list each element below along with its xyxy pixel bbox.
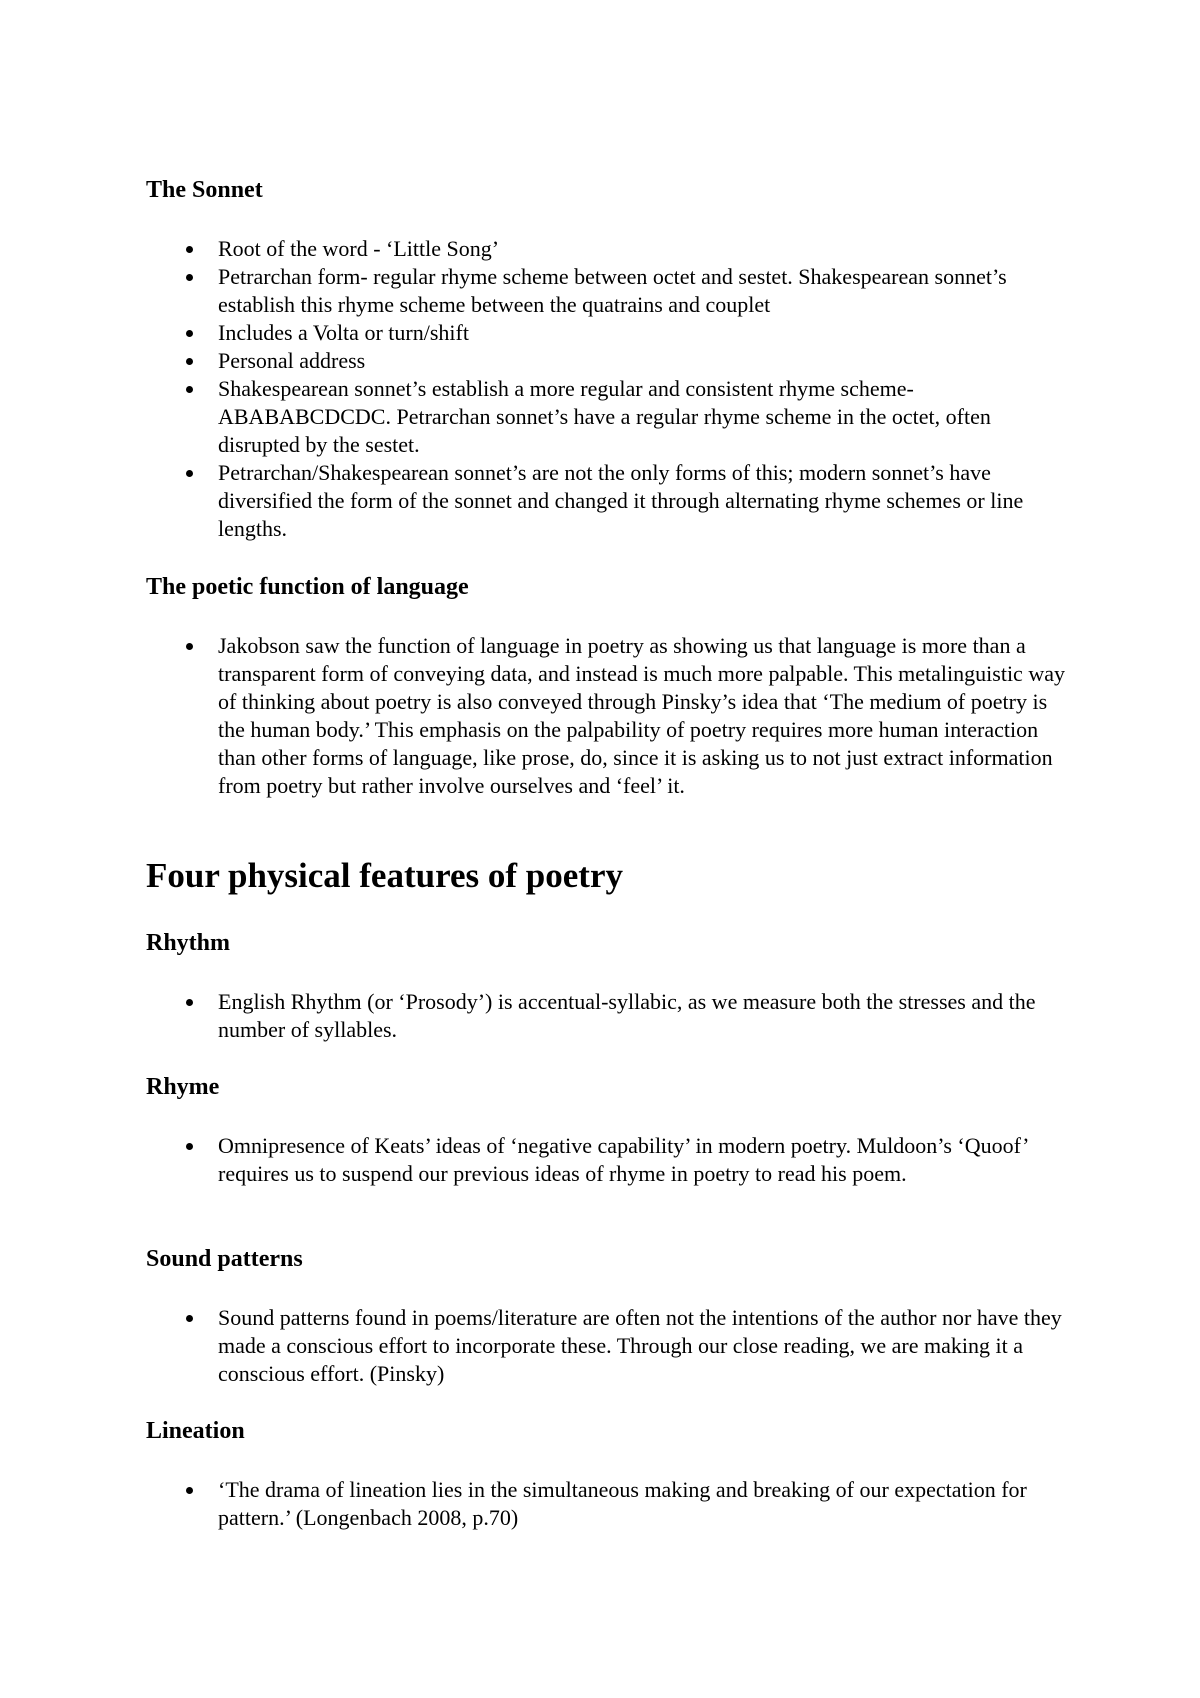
bullet-list-rhythm <box>146 988 1066 1044</box>
bullet-list-lineation <box>146 1476 1066 1532</box>
bullet-list-poetic-function <box>146 632 1066 800</box>
list-item <box>146 459 1066 543</box>
bullet-icon <box>186 330 193 337</box>
bullet-icon <box>186 274 193 281</box>
list-item-text: Sound patterns found in poems/literature are often not the intentions of the author nor have they made a conscious effort to incorporate these. Through our close reading, we are making it a conscious effort. (Pinsky) <box>218 1305 1062 1386</box>
bullet-icon <box>186 999 193 1006</box>
bullet-list-sonnet <box>146 235 1066 543</box>
list-item-text: ‘The drama of lineation lies in the simultaneous making and breaking of our expectation for pattern.’ (Longenbach 2008, p.70) <box>218 1477 1027 1530</box>
list-item <box>146 375 1066 459</box>
bullet-icon <box>186 1315 193 1322</box>
bullet-icon <box>186 470 193 477</box>
section-heading-rhyme: Rhyme <box>146 1074 220 1100</box>
list-item-text: English Rhythm (or ‘Prosody’) is accentual-syllabic, as we measure both the stresses and the number of syllables. <box>218 989 1036 1042</box>
list-item-text: Personal address <box>218 348 366 373</box>
section-heading-lineation: Lineation <box>146 1418 245 1444</box>
section-heading-poetic-function: The poetic function of language <box>146 574 469 600</box>
list-item-text: Includes a Volta or turn/shift <box>218 320 469 345</box>
bullet-icon <box>186 246 193 253</box>
list-item <box>146 988 1066 1044</box>
bullet-icon <box>186 1487 193 1494</box>
list-item-text: Root of the word - ‘Little Song’ <box>218 236 500 261</box>
list-item <box>146 1476 1066 1532</box>
section-heading-rhythm: Rhythm <box>146 930 231 956</box>
bullet-icon <box>186 386 193 393</box>
section-heading-sonnet: The Sonnet <box>146 177 263 203</box>
list-item-text: Omnipresence of Keats’ ideas of ‘negative capability’ in modern poetry. Muldoon’s ‘Quoof’ requires us to suspend our previous ideas of rhyme in poetry to read his poem. <box>218 1133 1028 1186</box>
list-item-text: Petrarchan form- regular rhyme scheme between octet and sestet. Shakespearean sonnet’s establish this rhyme scheme between the quatrains and couplet <box>218 264 1007 317</box>
bullet-list-sound-patterns <box>146 1304 1066 1388</box>
section-heading-sound-patterns: Sound patterns <box>146 1246 303 1272</box>
list-item-text: Jakobson saw the function of language in poetry as showing us that language is more than a transparent form of conveying data, and instead is much more palpable. This metalinguistic way of thinking about poetry is also conveyed through Pinsky’s idea that ‘The medium of poetry is the human body.’ This emphasis on the palpability of poetry requires more human interaction than other forms of language, like prose, do, since it is asking us to not just extract information from poetry but rather involve ourselves and ‘feel’ it. <box>218 633 1065 798</box>
list-item <box>146 1132 1066 1188</box>
bullet-icon <box>186 358 193 365</box>
list-item <box>146 632 1066 800</box>
list-item <box>146 263 1066 319</box>
list-item <box>146 235 1066 263</box>
bullet-list-rhyme <box>146 1132 1066 1188</box>
list-item <box>146 319 1066 347</box>
list-item <box>146 1304 1066 1388</box>
list-item-text: Shakespearean sonnet’s establish a more regular and consistent rhyme scheme- ABABABCDCDC. Petrarchan sonnet’s have a regular rhyme scheme in the octet, often disrupted by the sestet. <box>218 376 991 457</box>
page-title: Four physical features of poetry <box>146 856 623 895</box>
bullet-icon <box>186 1143 193 1150</box>
list-item <box>146 347 1066 375</box>
bullet-icon <box>186 643 193 650</box>
list-item-text: Petrarchan/Shakespearean sonnet’s are not the only forms of this; modern sonnet’s have diversified the form of the sonnet and changed it through alternating rhyme schemes or line lengths. <box>218 460 1024 541</box>
